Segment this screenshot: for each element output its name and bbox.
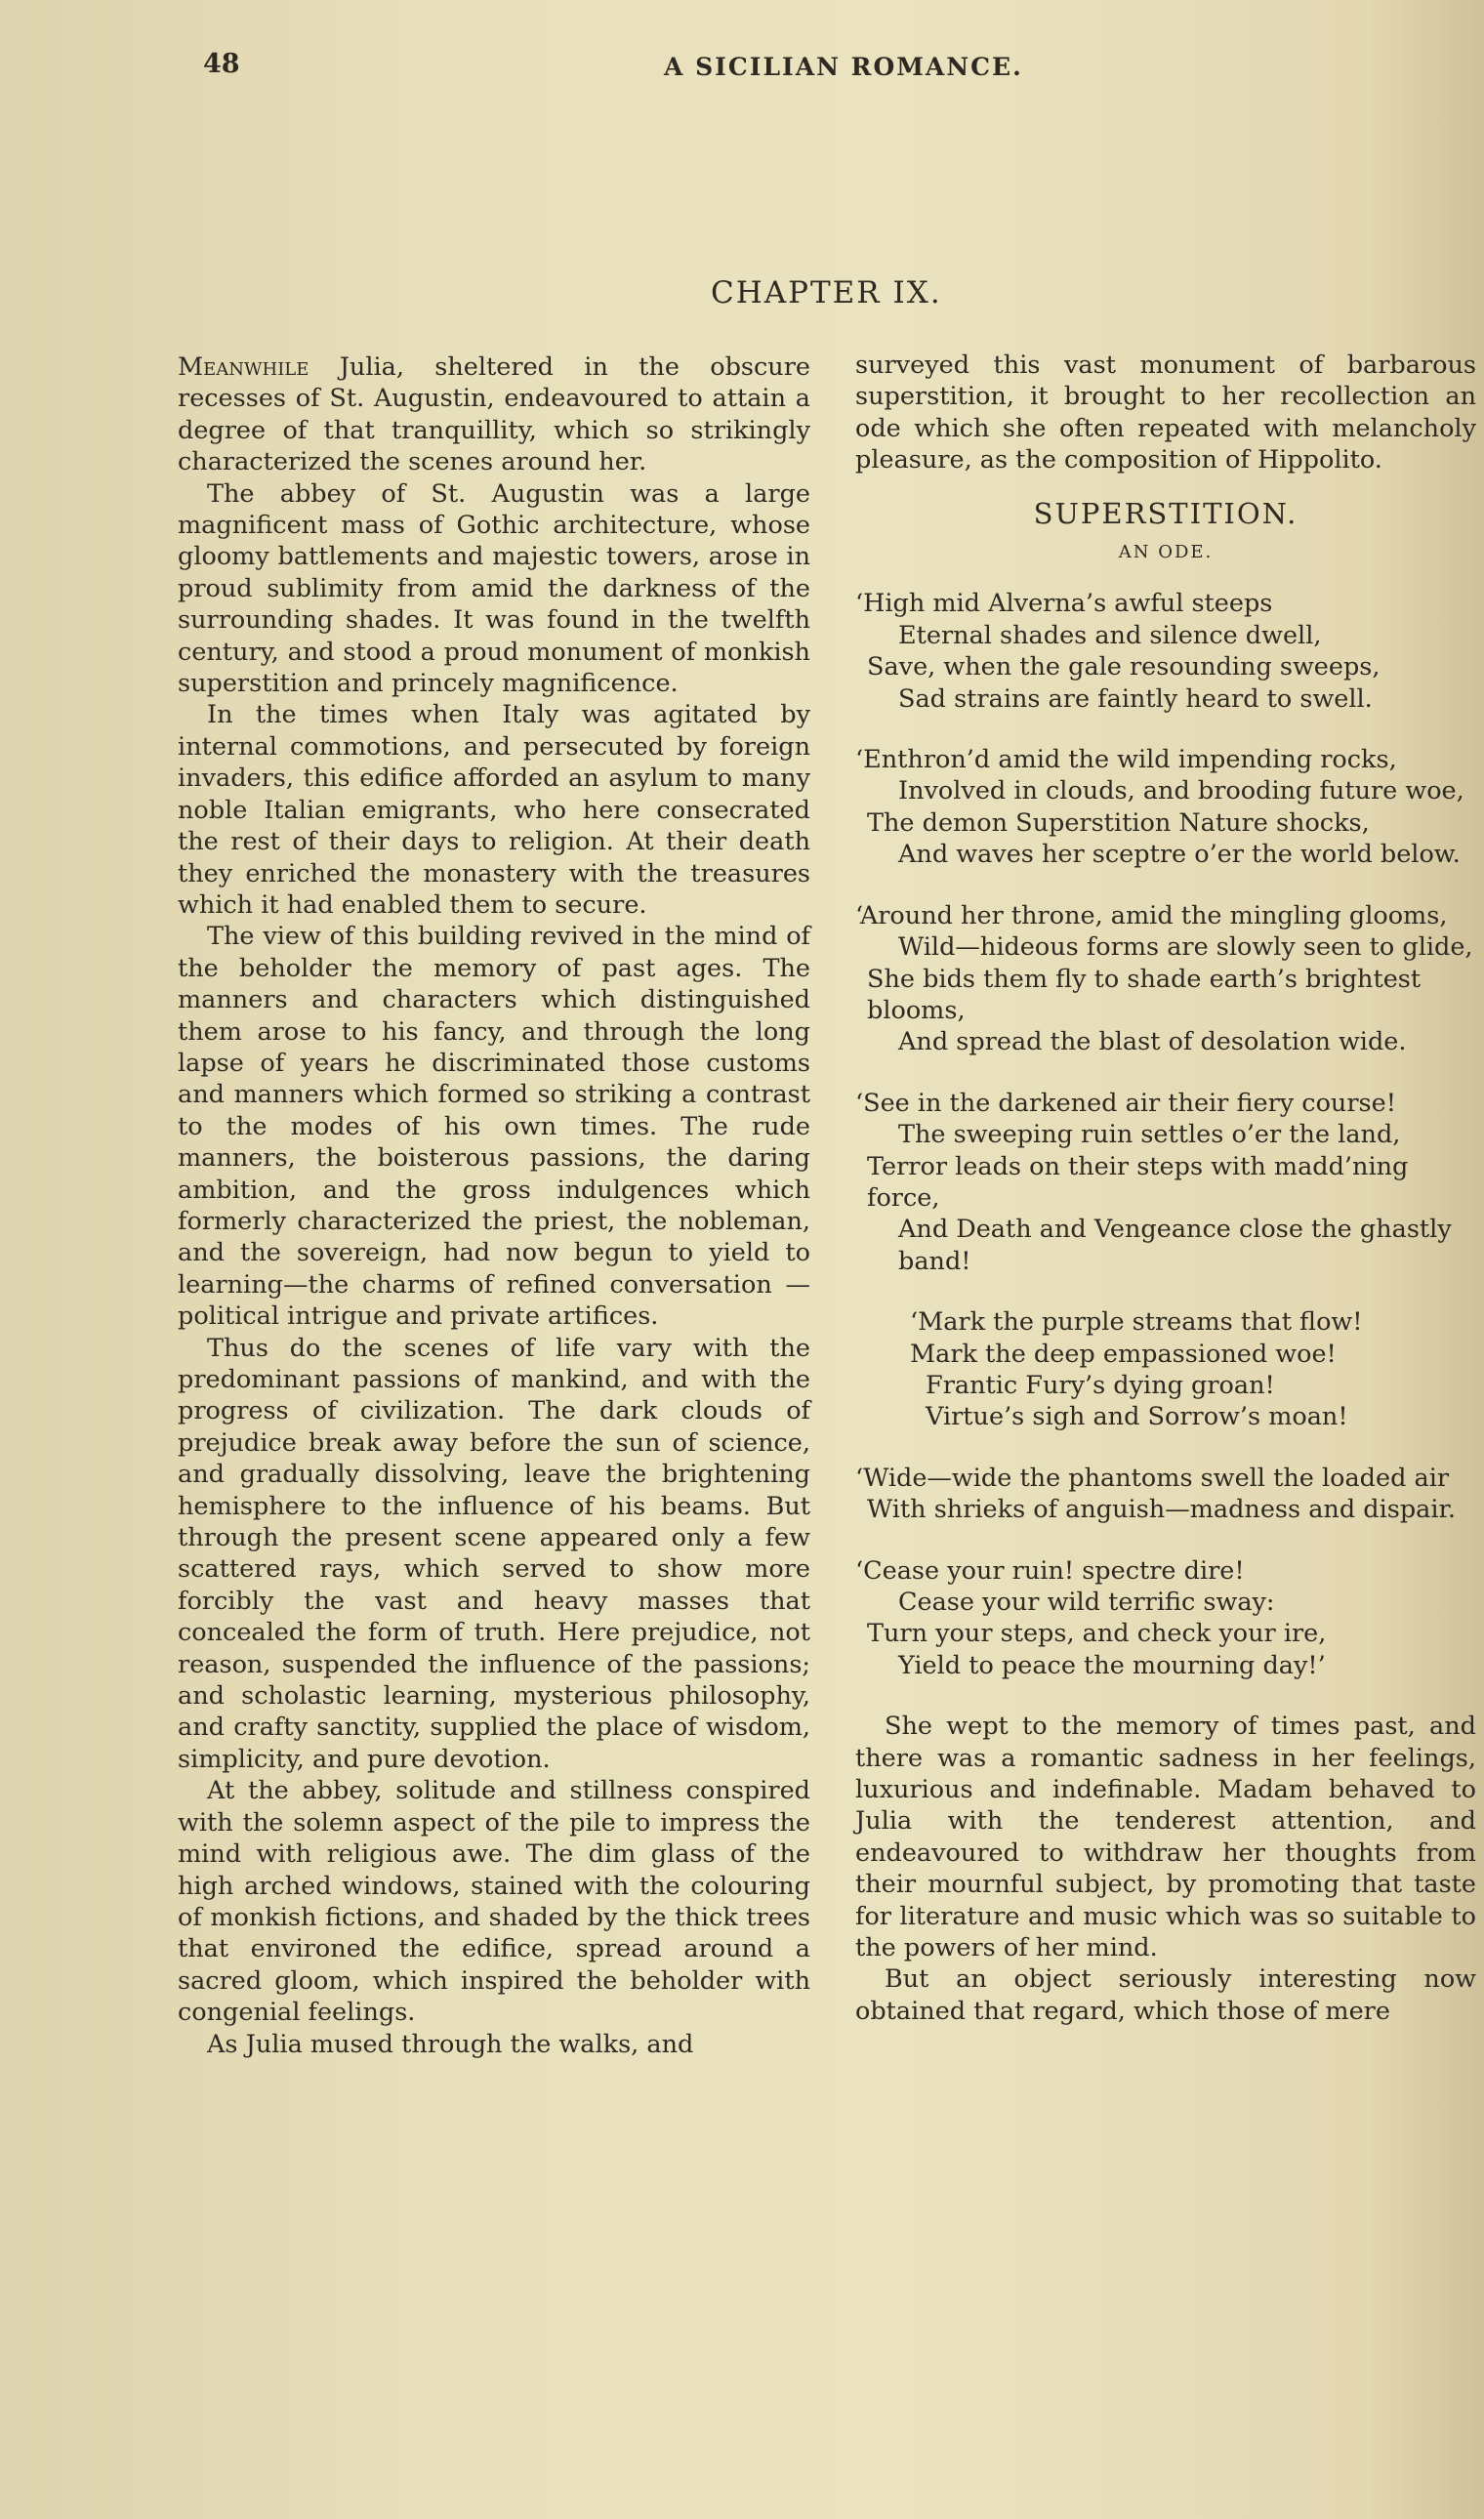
paragraph: surveyed this vast monument of barbarous superstition, it brought to her recollection an ode which she often repeated with melancholy pleasure, as the composition of Hippolito. bbox=[855, 351, 1476, 475]
poem-line: Terror leads on their steps with madd’ning force, bbox=[867, 1151, 1409, 1213]
page-header bbox=[203, 49, 1472, 88]
page-number: 48 bbox=[203, 49, 240, 79]
poem-stanza bbox=[855, 1463, 1476, 1526]
paragraph: Thus do the scenes of life vary with the predominant passions of mankind, and with the progress of civilization. The dark clouds of prejudice break away before the sun of science, and gradually dissolving, leave the brightening hemisphere to the influence of his beams. But through the present scene appeared only a few scattered rays, which served to show more forcibly the vast and heavy masses that concealed the form of truth. Here prejudice, not reason, suspended the influence of the passions; and scholastic learning, mysterious philosophy, and crafty sanctity, supplied the place of wisdom, simplicity, and pure devotion. bbox=[178, 1333, 810, 1774]
running-title: A SICILIAN ROMANCE. bbox=[664, 53, 1023, 81]
paragraph bbox=[178, 351, 810, 478]
poem-line: And Death and Vengeance close the ghastly band! bbox=[898, 1215, 1452, 1276]
poem-line: ‘See in the darkened air their fiery course! bbox=[855, 1088, 1396, 1118]
right-column bbox=[855, 350, 1476, 2027]
poem-line: The sweeping ruin settles o’er the land, bbox=[898, 1120, 1401, 1150]
poem-line: Frantic Fury’s dying groan! bbox=[926, 1370, 1275, 1400]
paragraph: The view of this building revived in the mind of the beholder the memory of past ages. The manners and characters which distinguished them arose to his fancy, and through the long lapse of years he discriminated those customs and manners which formed so striking a contrast to the modes of his own times. The rude manners, the boisterous passions, the daring ambition, and the gross indulgences which formerly characterized the priest, the nobleman, and the sovereign, had now begun to yield to learning—the charms of refined conversation — political intrigue and private artifices. bbox=[178, 922, 810, 1332]
closing-paragraphs bbox=[855, 1711, 1476, 2027]
paragraph: She wept to the memory of times past, and there was a romantic sadness in her feelings, luxurious and indefinable. Madam behaved to Julia with the tenderest attention, and endeavoured to withdraw her thoughts from their mournful subject, by promoting that taste for literature and music which was so suitable to the powers of her mind. bbox=[855, 1712, 1476, 1963]
chapter-title: CHAPTER IX. bbox=[711, 275, 942, 310]
opening-small-caps: Meanwhile bbox=[178, 352, 309, 382]
poem-stanza bbox=[855, 588, 1476, 715]
poem-stanza bbox=[855, 1088, 1476, 1277]
poem-line: Turn your steps, and check your ire, bbox=[867, 1619, 1327, 1649]
paragraph: The abbey of St. Augustin was a large magnificent mass of Gothic architecture, whose gloomy battlements and majestic towers, arose in proud sublimity from amid the darkness of the surrounding shades. It was found in the twelfth century, and stood a proud monument of monkish superstition and princely magnificence. bbox=[178, 478, 810, 699]
poem-line: Virtue’s sigh and Sorrow’s moan! bbox=[926, 1402, 1348, 1432]
poem-line: ‘High mid Alverna’s awful steeps bbox=[855, 589, 1273, 619]
poem-line: She bids them fly to shade earth’s brightest blooms, bbox=[867, 964, 1422, 1025]
paragraph: At the abbey, solitude and stillness conspired with the solemn aspect of the pile to impress the mind with religious awe. The dim glass of the high arched windows, stained with the colouring of monkish fictions, and shaded by the thick trees that environed the edifice, spread around a sacred gloom, which inspired the beholder with congenial feelings. bbox=[178, 1776, 810, 2028]
poem-line: Cease your wild terrific sway: bbox=[898, 1588, 1275, 1617]
paragraph: In the times when Italy was agitated by internal commotions, and persecuted by foreign invaders, this edifice afforded an asylum to many noble Italian emigrants, who here consecrated the rest of their days to religion. At their death they enriched the monastery with the treasures which it had enabled them to secure. bbox=[178, 700, 810, 920]
poem-line: ‘Around her throne, amid the mingling glooms, bbox=[855, 900, 1448, 930]
poem-title: SUPERSTITION. bbox=[1033, 496, 1298, 530]
poem-line: ‘Cease your ruin! spectre dire! bbox=[855, 1555, 1245, 1586]
poem-line: Eternal shades and silence dwell, bbox=[898, 620, 1322, 650]
poem-line: Yield to peace the mourning day!’ bbox=[898, 1650, 1326, 1680]
poem-line: ‘Mark the purple streams that flow! bbox=[910, 1307, 1363, 1338]
poem-stanza bbox=[855, 1306, 1476, 1433]
paragraph-text: Julia, sheltered in the obscure recesses of St. Augustin, endeavoured to attain a degree of that tranquillity, which so strikingly characterized the scenes around her. bbox=[178, 352, 810, 477]
poem-line: Mark the deep empassioned woe! bbox=[910, 1339, 1337, 1369]
poem-line: With shrieks of anguish—madness and dispair. bbox=[867, 1495, 1457, 1525]
paragraph: As Julia mused through the walks, and bbox=[207, 2029, 694, 2059]
poem-line: ‘Wide—wide the phantoms swell the loaded air bbox=[855, 1463, 1450, 1493]
poem-line: And spread the blast of desolation wide. bbox=[898, 1027, 1407, 1057]
poem-line: Save, when the gale resounding sweeps, bbox=[867, 652, 1381, 682]
poem-line: And waves her sceptre o’er the world below. bbox=[898, 840, 1461, 870]
poem-line: Sad strains are faintly heard to swell. bbox=[898, 683, 1373, 714]
poem-line: The demon Superstition Nature shocks, bbox=[867, 807, 1370, 838]
left-column bbox=[178, 351, 810, 2060]
paragraph: But an object seriously interesting now obtained that regard, which those of mere bbox=[855, 1964, 1476, 2026]
poem-line: Involved in clouds, and brooding future woe, bbox=[898, 776, 1464, 806]
poem-stanza bbox=[855, 1555, 1476, 1682]
poem-stanza bbox=[855, 744, 1476, 871]
poem-line: ‘Enthron’d amid the wild impending rocks, bbox=[855, 745, 1397, 775]
poem-line: Wild—hideous forms are slowly seen to glide, bbox=[898, 932, 1473, 963]
poem-subtitle: AN ODE. bbox=[1118, 542, 1214, 563]
poem-stanza bbox=[855, 900, 1476, 1058]
